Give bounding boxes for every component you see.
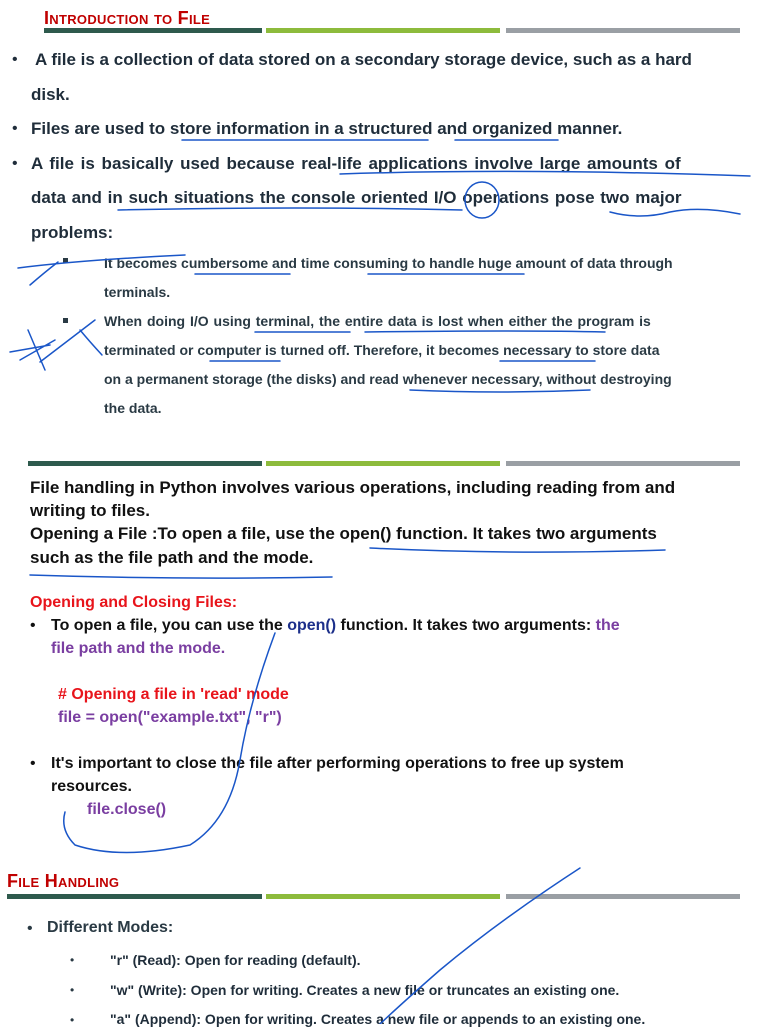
slide2-intro-line1: File handling in Python involves various operations, including reading from and — [30, 478, 676, 497]
ink-long-stroke — [64, 633, 275, 853]
open-bullet-pre: To open a file, you can use the — [51, 617, 288, 634]
code-comment: # Opening a file in 'read' mode — [58, 686, 289, 703]
bullet-dot: • — [70, 983, 75, 997]
bullet-dot: • — [70, 953, 75, 967]
close-bullet: It's important to close the file after performing operations to free up system — [51, 755, 624, 772]
ink-underline — [370, 548, 665, 552]
subbullet-1: It becomes cumbersome and time consuming to handle huge amount of data through — [104, 255, 673, 271]
square-bullet — [63, 258, 68, 263]
section-heading: Opening and Closing Files: — [30, 594, 238, 611]
open-bullet-purple: the — [595, 617, 620, 634]
ink-long-stroke — [380, 868, 580, 1024]
slide1-bullet-2: Files are used to store information in a structured and organized manner. — [31, 119, 623, 138]
divider-bar — [266, 28, 500, 33]
subbullet-2-cont3: the data. — [104, 400, 162, 416]
square-bullet — [63, 318, 68, 323]
subbullet-2-cont: terminated or computer is turned off. Therefore, it becomes necessary to store data — [104, 342, 660, 358]
subbullet-2: When doing I/O using terminal, the entire data is lost when either the program is — [104, 313, 651, 329]
divider-bar — [44, 28, 262, 33]
divider-bar — [506, 894, 740, 899]
ink-stroke — [80, 330, 102, 355]
subbullet-2-cont2: on a permanent storage (the disks) and read whenever necessary, without destroying — [104, 371, 672, 387]
code-line: file = open("example.txt", "r") — [58, 709, 282, 726]
slide1-bullet-1: A file is a collection of data stored on a secondary storage device, such as a hard — [35, 50, 692, 69]
ink-x-mark — [10, 320, 95, 370]
bullet-dot: • — [30, 617, 36, 634]
slide2-intro-line3: Opening a File :To open a file, use the open() function. It takes two arguments — [30, 524, 657, 543]
ink-underline — [610, 209, 740, 216]
subbullet-1-cont: terminals. — [104, 284, 171, 300]
bullet-dot: • — [70, 1013, 75, 1027]
close-bullet-cont: resources. — [51, 778, 132, 795]
bullet-dot: • — [12, 120, 18, 137]
slide3-title: File Handling — [7, 871, 120, 891]
divider-bar — [506, 461, 740, 466]
slide1-title: Introduction to File — [44, 8, 211, 28]
slide2-intro-line4: such as the file path and the mode. — [30, 548, 314, 567]
modes-bullet: Different Modes: — [47, 919, 174, 936]
mode-r: "r" (Read): Open for reading (default). — [110, 952, 361, 968]
open-func: open() — [287, 617, 337, 634]
divider-bar — [266, 461, 500, 466]
divider-bar — [28, 461, 262, 466]
bullet-dot: • — [27, 920, 33, 937]
ink-underline — [365, 331, 605, 332]
divider-bar — [7, 894, 262, 899]
ink-underline — [118, 208, 462, 210]
bullet-dot: • — [12, 51, 18, 68]
slide1-bullet-3-cont2: problems: — [31, 223, 114, 242]
slide2-intro-line2: writing to files. — [30, 501, 150, 520]
bullet-dot: • — [12, 155, 18, 172]
mode-w: "w" (Write): Open for writing. Creates a new file or truncates an existing one. — [110, 982, 620, 998]
divider-bar — [506, 28, 740, 33]
bullet-dot: • — [30, 755, 36, 772]
close-code: file.close() — [87, 801, 167, 818]
ink-stroke — [30, 262, 58, 285]
open-bullet — [51, 617, 620, 635]
open-bullet-cont: file path and the mode. — [51, 640, 226, 657]
slide1-bullet-3: A file is basically used because real-life applications involve large amounts of — [31, 154, 681, 173]
slide1-bullet-1-cont: disk. — [31, 85, 70, 104]
open-bullet-mid: function. It takes two arguments: — [336, 617, 596, 634]
slide1-bullet-3-cont: data and in such situations the console oriented I/O operations pose two major — [31, 188, 682, 207]
ink-underline — [30, 575, 332, 578]
mode-a: "a" (Append): Open for writing. Creates a new file or appends to an existing one. — [110, 1011, 646, 1027]
divider-bar — [266, 894, 500, 899]
ink-underline — [410, 390, 590, 392]
